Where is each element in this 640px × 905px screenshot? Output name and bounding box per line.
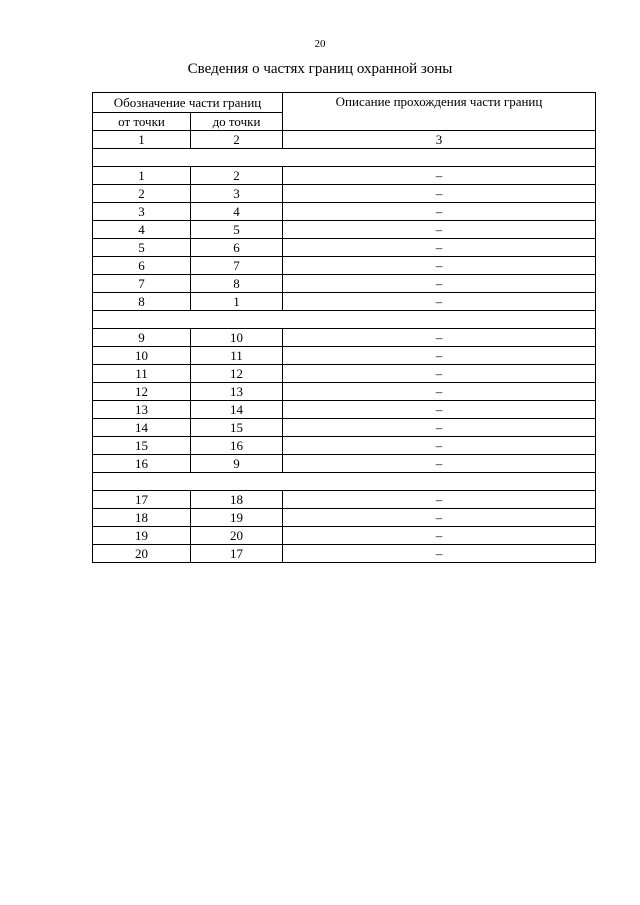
description-cell: – <box>283 365 596 383</box>
from-point-cell: 12 <box>93 383 191 401</box>
description-cell: – <box>283 185 596 203</box>
to-point-cell: 2 <box>191 167 283 185</box>
table-row <box>93 275 596 293</box>
page-number: 20 <box>314 38 326 50</box>
to-point-cell: 18 <box>191 491 283 509</box>
section-separator-cell <box>93 473 596 491</box>
boundary-table <box>92 92 596 563</box>
section-separator-cell <box>93 149 596 167</box>
from-point-cell: 18 <box>93 509 191 527</box>
to-point-cell: 16 <box>191 437 283 455</box>
table-row <box>93 401 596 419</box>
to-point-cell: 10 <box>191 329 283 347</box>
from-point-cell: 20 <box>93 545 191 563</box>
to-point-cell: 1 <box>191 293 283 311</box>
description-cell: – <box>283 293 596 311</box>
description-cell: – <box>283 329 596 347</box>
description-cell: – <box>283 347 596 365</box>
description-cell: – <box>283 221 596 239</box>
header-row <box>93 93 596 113</box>
to-point-cell: 8 <box>191 275 283 293</box>
from-point-cell: 11 <box>93 365 191 383</box>
description-cell: – <box>283 527 596 545</box>
from-point-cell: 10 <box>93 347 191 365</box>
to-point-cell: 4 <box>191 203 283 221</box>
table-row <box>93 347 596 365</box>
description-cell: – <box>283 455 596 473</box>
table-row <box>93 365 596 383</box>
column-number: 3 <box>283 131 596 149</box>
from-point-cell: 13 <box>93 401 191 419</box>
from-point-cell: 7 <box>93 275 191 293</box>
to-point-cell: 17 <box>191 545 283 563</box>
boundary-table-body <box>93 93 596 563</box>
from-point-cell: 1 <box>93 167 191 185</box>
table-row <box>93 221 596 239</box>
table-row <box>93 293 596 311</box>
column-number-row <box>93 131 596 149</box>
from-point-cell: 17 <box>93 491 191 509</box>
to-point-cell: 11 <box>191 347 283 365</box>
from-point-header: от точки <box>93 113 191 131</box>
description-cell: – <box>283 239 596 257</box>
from-point-cell: 2 <box>93 185 191 203</box>
table-row <box>93 509 596 527</box>
to-point-cell: 5 <box>191 221 283 239</box>
description-cell: – <box>283 419 596 437</box>
to-point-cell: 20 <box>191 527 283 545</box>
section-separator-cell <box>93 311 596 329</box>
section-separator-row <box>93 473 596 491</box>
table-row <box>93 455 596 473</box>
from-point-cell: 6 <box>93 257 191 275</box>
description-cell: – <box>283 437 596 455</box>
from-point-cell: 8 <box>93 293 191 311</box>
description-cell: – <box>283 401 596 419</box>
table-row <box>93 437 596 455</box>
description-cell: – <box>283 275 596 293</box>
table-row <box>93 257 596 275</box>
table-row <box>93 545 596 563</box>
from-point-cell: 16 <box>93 455 191 473</box>
from-point-cell: 5 <box>93 239 191 257</box>
to-point-cell: 13 <box>191 383 283 401</box>
description-cell: – <box>283 257 596 275</box>
column-number: 1 <box>93 131 191 149</box>
section-separator-row <box>93 149 596 167</box>
from-point-cell: 4 <box>93 221 191 239</box>
table-row <box>93 383 596 401</box>
to-point-cell: 3 <box>191 185 283 203</box>
description-cell: – <box>283 167 596 185</box>
section-separator-row <box>93 311 596 329</box>
from-point-cell: 15 <box>93 437 191 455</box>
designation-header: Обозначение части границ <box>93 93 283 113</box>
description-cell: – <box>283 545 596 563</box>
table-row <box>93 419 596 437</box>
table-row <box>93 329 596 347</box>
page-title: Сведения о частях границ охранной зоны <box>187 61 453 77</box>
description-cell: – <box>283 203 596 221</box>
to-point-cell: 19 <box>191 509 283 527</box>
to-point-cell: 9 <box>191 455 283 473</box>
description-header: Описание прохождения части границ <box>283 93 596 131</box>
from-point-cell: 3 <box>93 203 191 221</box>
to-point-cell: 12 <box>191 365 283 383</box>
from-point-cell: 9 <box>93 329 191 347</box>
to-point-cell: 7 <box>191 257 283 275</box>
to-point-cell: 14 <box>191 401 283 419</box>
table-row <box>93 185 596 203</box>
description-cell: – <box>283 383 596 401</box>
to-point-cell: 15 <box>191 419 283 437</box>
table-row <box>93 167 596 185</box>
description-cell: – <box>283 509 596 527</box>
from-point-cell: 19 <box>93 527 191 545</box>
to-point-header: до точки <box>191 113 283 131</box>
table-row <box>93 527 596 545</box>
description-cell: – <box>283 491 596 509</box>
table-row <box>93 203 596 221</box>
column-number: 2 <box>191 131 283 149</box>
to-point-cell: 6 <box>191 239 283 257</box>
table-row <box>93 239 596 257</box>
from-point-cell: 14 <box>93 419 191 437</box>
table-row <box>93 491 596 509</box>
